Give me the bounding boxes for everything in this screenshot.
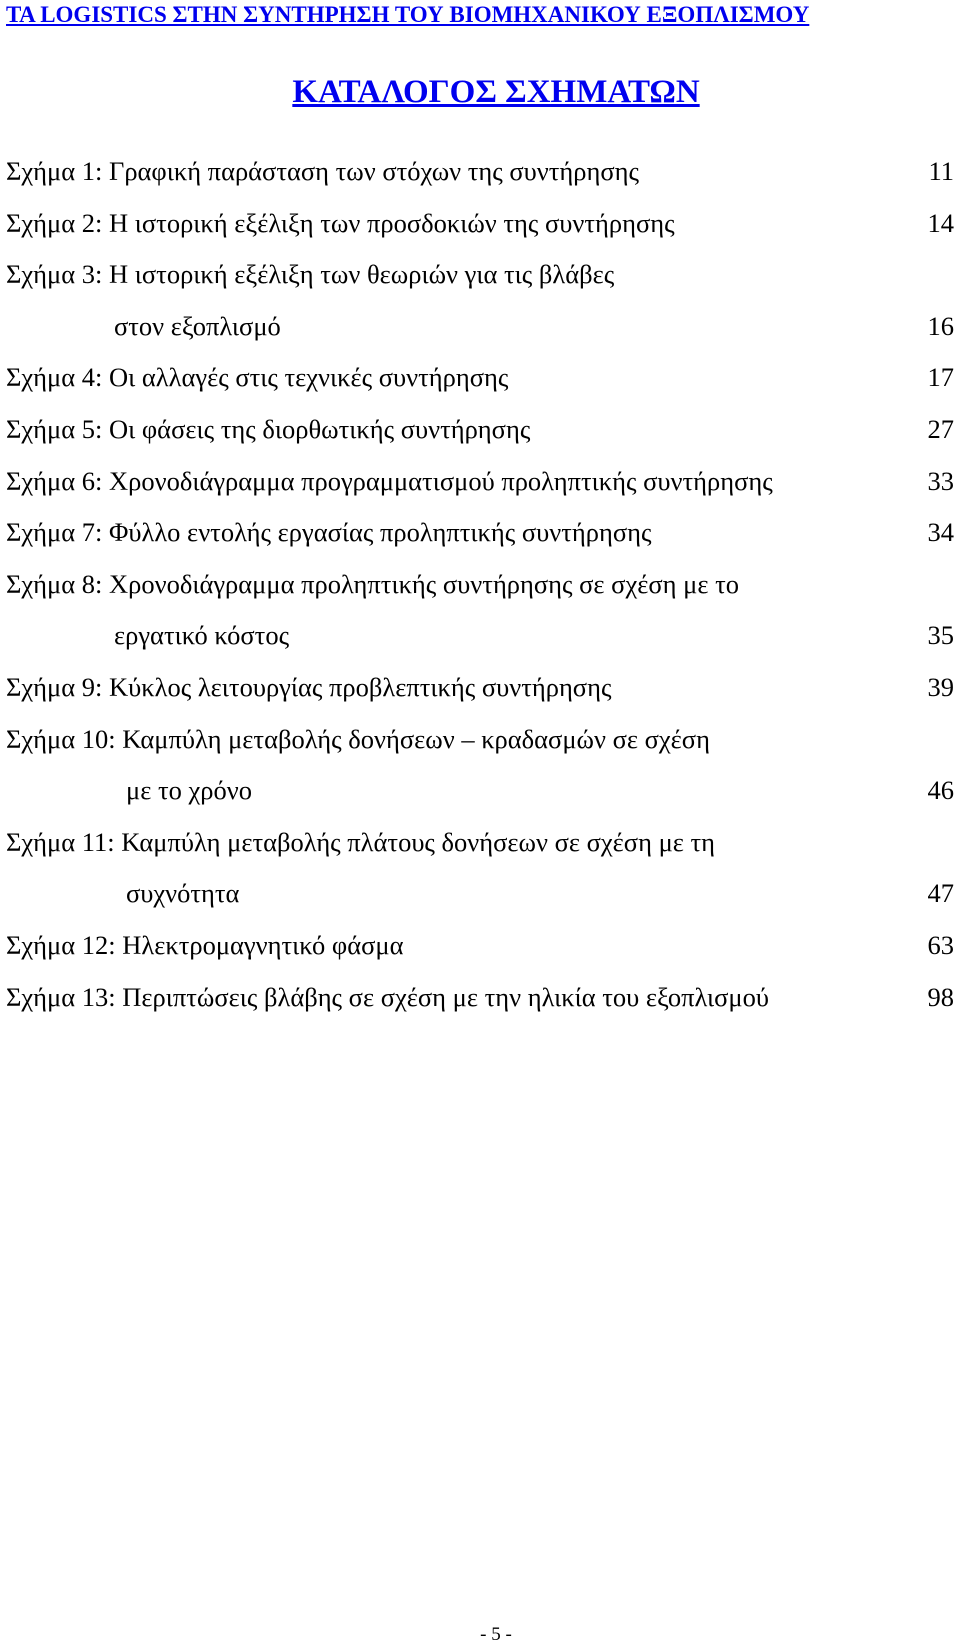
figure-entry[interactable] bbox=[6, 404, 954, 456]
figure-entry-continuation: στον εξοπλισμό bbox=[114, 310, 281, 341]
page-title bbox=[0, 74, 960, 111]
figure-entry[interactable] bbox=[6, 198, 954, 250]
figure-entry[interactable] bbox=[6, 249, 954, 301]
figure-entry-continuation-line[interactable] bbox=[6, 868, 954, 920]
figure-entry-title: Σχήμα 1: Γραφική παράσταση των στόχων της συντήρησης bbox=[6, 156, 639, 186]
figure-entry-page: 11 bbox=[928, 156, 954, 186]
figure-entry-continuation: εργατικό κόστος bbox=[114, 620, 290, 651]
figure-entry[interactable] bbox=[6, 817, 954, 869]
figure-entry-page: 47 bbox=[927, 878, 954, 909]
figure-entry-page: 63 bbox=[927, 929, 954, 960]
figure-entry-page: 16 bbox=[927, 310, 954, 341]
figure-entry-title: Σχήμα 7: Φύλλο εντολής εργασίας προληπτικής συντήρησης bbox=[6, 517, 652, 548]
figure-list bbox=[6, 146, 954, 1023]
figure-entry[interactable] bbox=[6, 714, 954, 766]
figure-entry[interactable] bbox=[6, 352, 954, 404]
figure-entry-title: Σχήμα 3: Η ιστορική εξέλιξη των θεωριών για τις βλάβες bbox=[6, 259, 615, 290]
figure-entry-continuation: με το χρόνο bbox=[126, 775, 252, 806]
figure-entry-page: 46 bbox=[927, 775, 954, 806]
figure-entry-title: Σχήμα 13: Περιπτώσεις βλάβης σε σχέση με την ηλικία του εξοπλισμού bbox=[6, 981, 769, 1012]
figure-entry-page: 14 bbox=[927, 207, 954, 238]
figure-entry[interactable] bbox=[6, 146, 954, 198]
figure-entry-title: Σχήμα 2: Η ιστορική εξέλιξη των προσδοκιών της συντήρησης bbox=[6, 207, 675, 238]
figure-entry-title: Σχήμα 8: Χρονοδιάγραμμα προληπτικής συντήρησης σε σχέση με το bbox=[6, 568, 739, 599]
figure-entry-page: 35 bbox=[927, 620, 954, 651]
figure-entry[interactable] bbox=[6, 662, 954, 714]
running-header[interactable]: ΤΑ LOGISTICS ΣΤΗΝ ΣΥΝΤΗΡΗΣΗ ΤΟΥ ΒΙΟΜΗΧΑΝΙΚΟΥ ΕΞΟΠΛΙΣΜΟΥ bbox=[6, 2, 810, 27]
figure-entry-page: 27 bbox=[927, 413, 954, 444]
figure-entry-page: 39 bbox=[927, 671, 954, 702]
figure-entry-title: Σχήμα 5: Οι φάσεις της διορθωτικής συντήρησης bbox=[6, 413, 531, 444]
figure-entry-page: 34 bbox=[927, 517, 954, 548]
page-title-text: ΚΑΤΑΛΟΓΟΣ ΣΧΗΜΑΤΩΝ bbox=[292, 74, 700, 110]
figure-entry[interactable] bbox=[6, 972, 954, 1024]
figure-entry-continuation: συχνότητα bbox=[126, 878, 240, 909]
page-number-text: - 5 - bbox=[480, 1624, 512, 1645]
figure-entry-continuation-line[interactable] bbox=[6, 765, 954, 817]
figure-entry-title: Σχήμα 4: Οι αλλαγές στις τεχνικές συντήρησης bbox=[6, 362, 509, 393]
figure-entry-page: 17 bbox=[927, 362, 954, 393]
figure-entry[interactable] bbox=[6, 456, 954, 508]
figure-entry-title: Σχήμα 12: Ηλεκτρομαγνητικό φάσμα bbox=[6, 929, 404, 960]
figure-entry[interactable] bbox=[6, 920, 954, 972]
figure-entry-title: Σχήμα 11: Καμπύλη μεταβολής πλάτους δονήσεων σε σχέση με τη bbox=[6, 826, 716, 857]
figure-entry[interactable] bbox=[6, 507, 954, 559]
figure-entry-continuation-line[interactable] bbox=[6, 301, 954, 353]
figure-entry-page: 33 bbox=[927, 465, 954, 496]
page-number bbox=[0, 1624, 960, 1646]
figure-entry-title: Σχήμα 6: Χρονοδιάγραμμα προγραμματισμού προληπτικής συντήρησης bbox=[6, 465, 773, 496]
figure-entry-title: Σχήμα 10: Καμπύλη μεταβολής δονήσεων – κραδασμών σε σχέση bbox=[6, 723, 710, 754]
figure-entry[interactable] bbox=[6, 559, 954, 611]
figure-entry-title: Σχήμα 9: Κύκλος λειτουργίας προβλεπτικής συντήρησης bbox=[6, 671, 612, 702]
figure-entry-page: 98 bbox=[927, 981, 954, 1012]
figure-entry-continuation-line[interactable] bbox=[6, 610, 954, 662]
